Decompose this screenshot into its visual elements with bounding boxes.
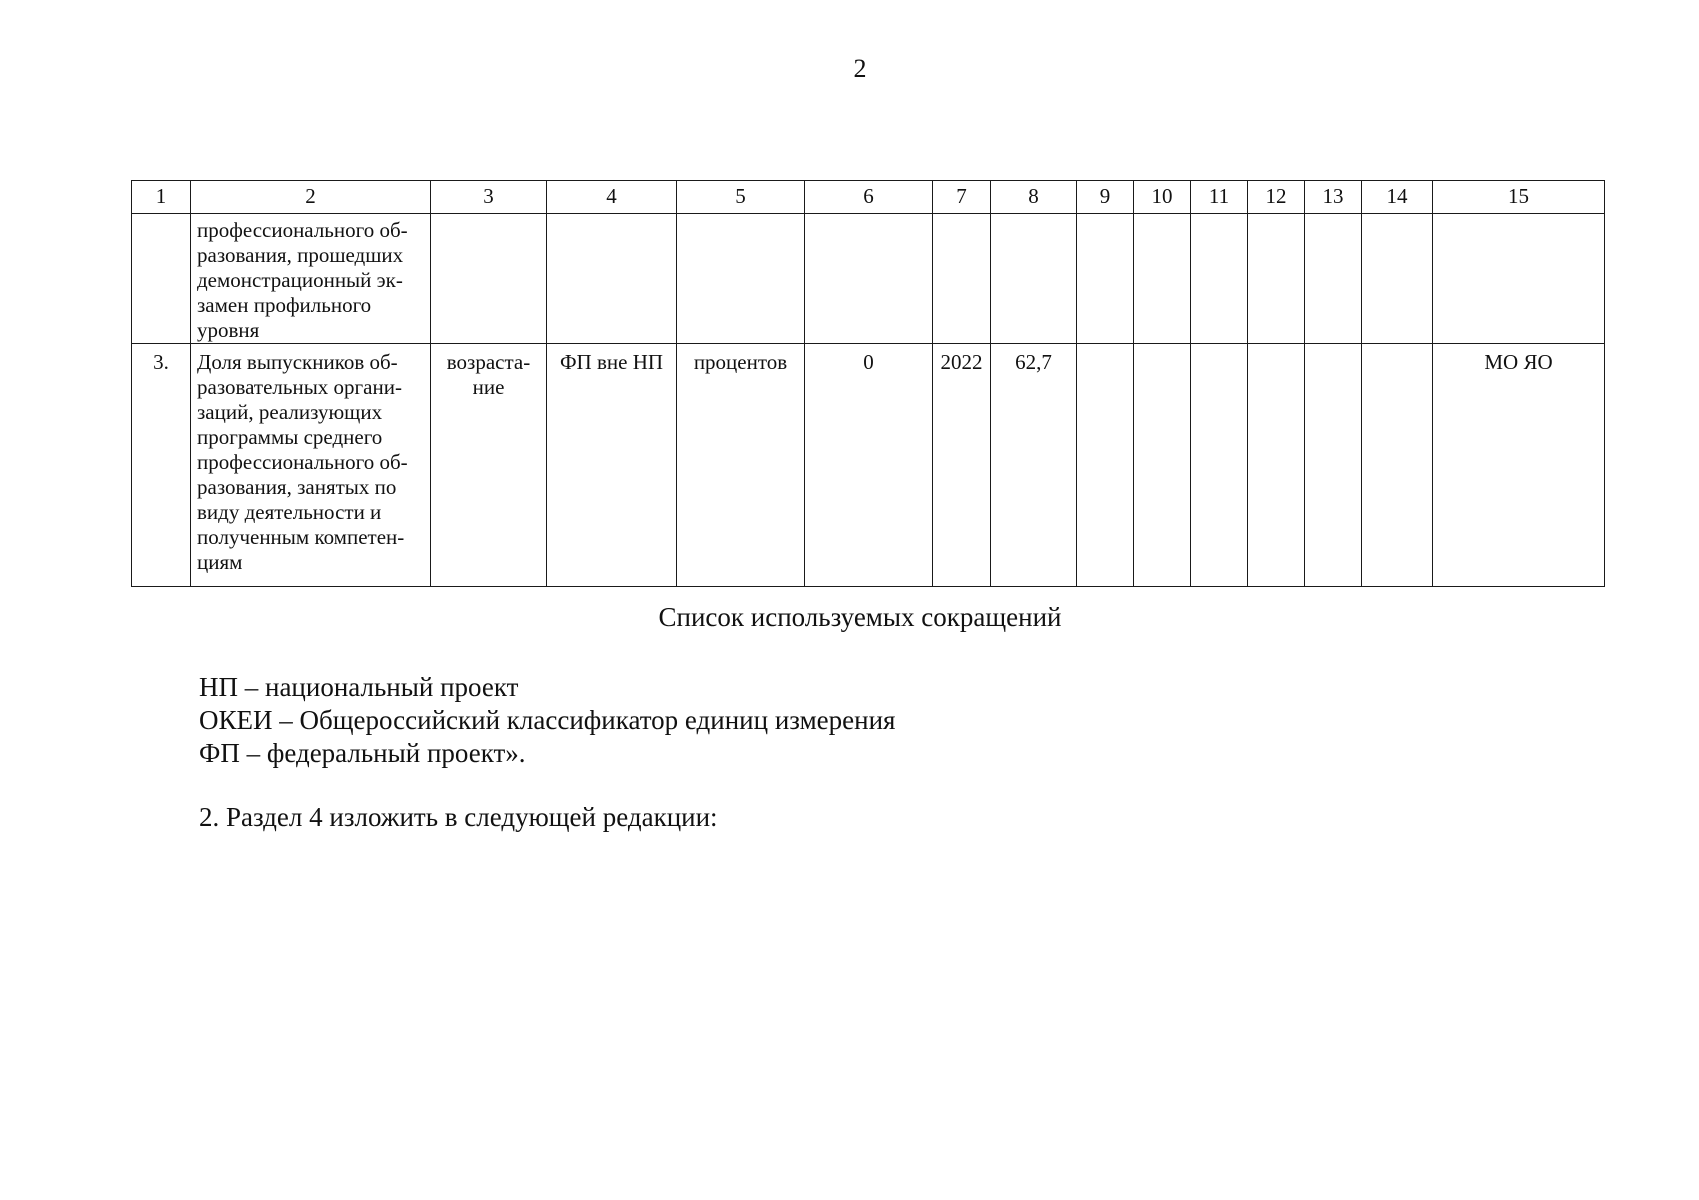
indicator-unit: процентов bbox=[677, 344, 805, 587]
table-cell bbox=[1305, 214, 1362, 344]
table-cell bbox=[1191, 214, 1248, 344]
table-cell bbox=[677, 214, 805, 344]
table-cell bbox=[1362, 214, 1433, 344]
row-number: 3. bbox=[132, 344, 191, 587]
column-header: 11 bbox=[1191, 181, 1248, 214]
column-header: 3 bbox=[431, 181, 547, 214]
table-cell bbox=[191, 344, 431, 587]
table-cell bbox=[1134, 344, 1191, 587]
column-header: 15 bbox=[1433, 181, 1605, 214]
column-header: 6 bbox=[805, 181, 933, 214]
table-cell bbox=[1077, 344, 1134, 587]
column-header: 14 bbox=[1362, 181, 1433, 214]
base-value: 62,7 bbox=[991, 344, 1077, 587]
table-cell bbox=[132, 214, 191, 344]
column-header: 2 bbox=[191, 181, 431, 214]
table-cell bbox=[991, 214, 1077, 344]
column-header: 13 bbox=[1305, 181, 1362, 214]
table-cell bbox=[431, 344, 547, 587]
indicators-table bbox=[131, 180, 1605, 587]
table-cell bbox=[1077, 214, 1134, 344]
instruction-paragraph: 2. Раздел 4 изложить в следующей редакции: bbox=[199, 802, 718, 832]
column-header: 7 bbox=[933, 181, 991, 214]
table-cell bbox=[191, 214, 431, 344]
table-cell bbox=[1305, 344, 1362, 587]
table-cell bbox=[1248, 214, 1305, 344]
table-cell bbox=[1248, 344, 1305, 587]
base-year: 2022 bbox=[933, 344, 991, 587]
table-cell bbox=[1191, 344, 1248, 587]
column-header: 1 bbox=[132, 181, 191, 214]
list-item: ОКЕИ – Общероссийский классификатор единиц измерения bbox=[199, 705, 896, 735]
responsible-party: МО ЯО bbox=[1433, 344, 1605, 587]
column-header: 5 bbox=[677, 181, 805, 214]
abbreviations-title: Список используемых сокращений bbox=[658, 602, 1062, 632]
list-item: ФП – федеральный проект». bbox=[199, 738, 526, 768]
column-header: 9 bbox=[1077, 181, 1134, 214]
page-number: 2 bbox=[853, 54, 867, 83]
column-header: 12 bbox=[1248, 181, 1305, 214]
table-cell bbox=[547, 214, 677, 344]
table-cell bbox=[1134, 214, 1191, 344]
column-header: 8 bbox=[991, 181, 1077, 214]
table-cell bbox=[1433, 214, 1605, 344]
indicator-name: Доля выпускников об- разовательных органи- заций, реализующих программы среднего профессионального об- разования, занятых по виду деятельности и полученным компетен- циям bbox=[197, 350, 408, 574]
indicator-trend: возраста- ние bbox=[446, 350, 531, 399]
column-header: 4 bbox=[547, 181, 677, 214]
table-cell bbox=[1362, 344, 1433, 587]
table-row bbox=[132, 344, 1605, 587]
table-cell bbox=[805, 214, 933, 344]
indicator-level: ФП вне НП bbox=[547, 344, 677, 587]
table-row bbox=[132, 214, 1605, 344]
indicator-name: профессионального об- разования, прошедших демонстрационный эк- замен профильного уровня bbox=[197, 218, 408, 342]
table-header-row bbox=[132, 181, 1605, 214]
column-header: 10 bbox=[1134, 181, 1191, 214]
abbreviations-list bbox=[199, 671, 895, 770]
table-cell bbox=[431, 214, 547, 344]
list-item: НП – национальный проект bbox=[199, 672, 519, 702]
indicator-code: 0 bbox=[805, 344, 933, 587]
table-cell bbox=[933, 214, 991, 344]
